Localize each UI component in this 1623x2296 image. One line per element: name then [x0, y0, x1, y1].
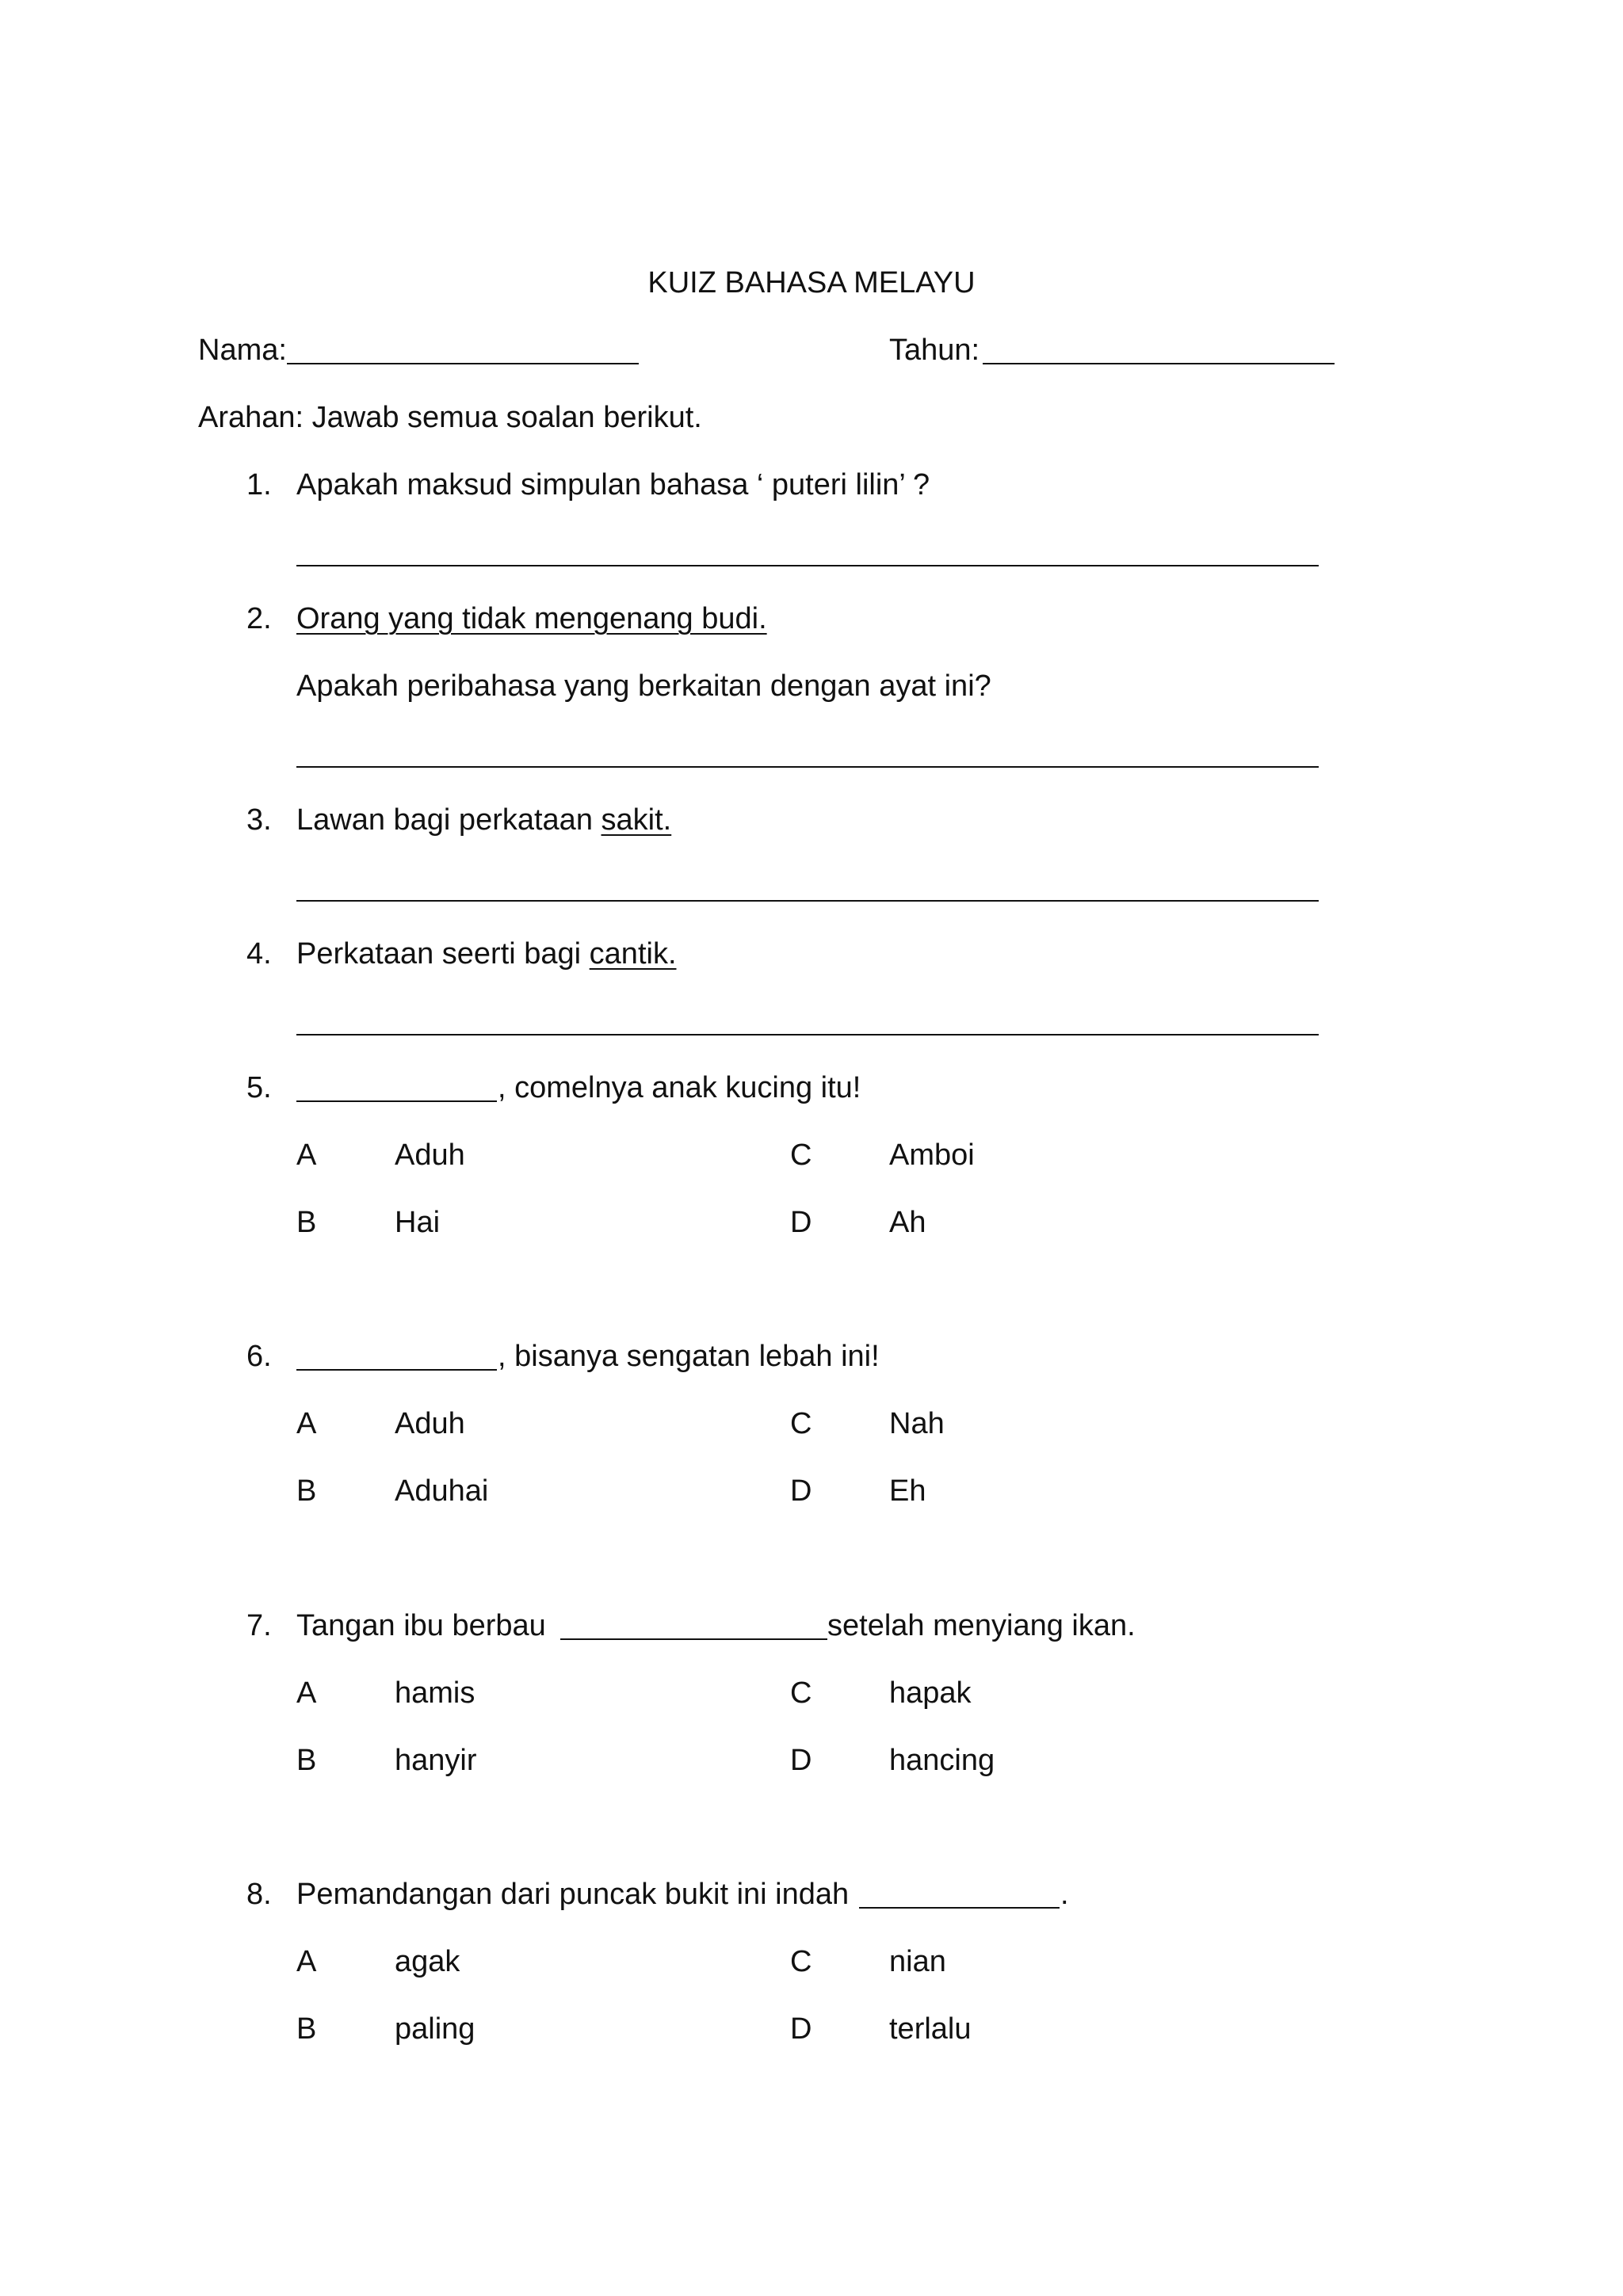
- q5-option-c-text: Amboi: [889, 1138, 975, 1172]
- question-1-number: 1.: [246, 468, 272, 502]
- q6-option-c-letter: C: [790, 1407, 812, 1440]
- q5-option-d-text: Ah: [889, 1206, 926, 1239]
- q5-option-a-text: Aduh: [395, 1138, 465, 1172]
- q5-option-c-letter: C: [790, 1138, 812, 1172]
- tahun-answer-line[interactable]: [983, 363, 1335, 364]
- question-2-number: 2.: [246, 602, 272, 635]
- question-7-blank[interactable]: [560, 1638, 827, 1640]
- q7-option-b-text: hanyir: [395, 1744, 477, 1777]
- question-1-answer-line[interactable]: [296, 565, 1319, 566]
- q7-option-c-text: hapak: [889, 1676, 972, 1710]
- question-8-text-after: .: [1060, 1878, 1069, 1911]
- q5-option-d-letter: D: [790, 1206, 812, 1239]
- question-3-answer-line[interactable]: [296, 900, 1319, 902]
- question-6-text: , bisanya sengatan lebah ini!: [498, 1340, 880, 1373]
- question-1-text: Apakah maksud simpulan bahasa ‘ puteri lilin’ ?: [296, 468, 930, 502]
- question-7-number: 7.: [246, 1609, 272, 1642]
- question-8-number: 8.: [246, 1878, 272, 1911]
- question-2-text: Orang yang tidak mengenang budi.: [296, 602, 767, 635]
- q7-option-b-letter: B: [296, 1744, 317, 1777]
- question-4-prompt: Perkataan seerti bagi: [296, 937, 590, 971]
- question-4-number: 4.: [246, 937, 272, 971]
- q6-option-c-text: Nah: [889, 1407, 945, 1440]
- q7-option-a-text: hamis: [395, 1676, 475, 1710]
- question-7-text-after: setelah menyiang ikan.: [827, 1609, 1136, 1642]
- q5-option-b-letter: B: [296, 1206, 317, 1239]
- q8-option-b-text: paling: [395, 2012, 475, 2046]
- question-8-text-before: Pemandangan dari puncak bukit ini indah: [296, 1878, 850, 1911]
- question-5-text: , comelnya anak kucing itu!: [498, 1071, 861, 1104]
- question-4-keyword: cantik.: [589, 937, 677, 971]
- tahun-label: Tahun:: [889, 334, 980, 367]
- question-6-blank[interactable]: [296, 1369, 497, 1371]
- nama-label: Nama:: [198, 334, 287, 367]
- q8-option-c-letter: C: [790, 1945, 812, 1978]
- q8-option-a-letter: A: [296, 1945, 317, 1978]
- question-3-text: [296, 805, 671, 835]
- question-3-number: 3.: [246, 803, 272, 837]
- q7-option-c-letter: C: [790, 1676, 812, 1710]
- q8-option-c-text: nian: [889, 1945, 946, 1978]
- question-8-blank[interactable]: [859, 1907, 1060, 1909]
- question-7-text-before: Tangan ibu berbau: [296, 1609, 546, 1642]
- question-4-text: [296, 939, 677, 969]
- q7-option-d-text: hancing: [889, 1744, 995, 1777]
- q6-option-d-text: Eh: [889, 1474, 926, 1508]
- question-3-prompt: Lawan bagi perkataan: [296, 803, 601, 837]
- question-3-keyword: sakit.: [601, 803, 672, 837]
- question-4-answer-line[interactable]: [296, 1034, 1319, 1035]
- q5-option-a-letter: A: [296, 1138, 317, 1172]
- question-5-blank[interactable]: [296, 1100, 497, 1102]
- q6-option-d-letter: D: [790, 1474, 812, 1508]
- nama-answer-line[interactable]: [287, 363, 639, 364]
- q8-option-d-text: terlalu: [889, 2012, 972, 2046]
- q6-option-a-text: Aduh: [395, 1407, 465, 1440]
- q7-option-a-letter: A: [296, 1676, 317, 1710]
- q8-option-d-letter: D: [790, 2012, 812, 2046]
- question-2-subtext: Apakah peribahasa yang berkaitan dengan ayat ini?: [296, 669, 991, 703]
- q6-option-a-letter: A: [296, 1407, 317, 1440]
- q8-option-a-text: agak: [395, 1945, 460, 1978]
- instruction: Arahan: Jawab semua soalan berikut.: [198, 401, 702, 434]
- question-5-number: 5.: [246, 1071, 272, 1104]
- page-title: KUIZ BAHASA MELAYU: [647, 266, 976, 299]
- q5-option-b-text: Hai: [395, 1206, 441, 1239]
- q6-option-b-letter: B: [296, 1474, 317, 1508]
- q7-option-d-letter: D: [790, 1744, 812, 1777]
- question-2-answer-line[interactable]: [296, 766, 1319, 768]
- q8-option-b-letter: B: [296, 2012, 317, 2046]
- question-6-number: 6.: [246, 1340, 272, 1373]
- q6-option-b-text: Aduhai: [395, 1474, 489, 1508]
